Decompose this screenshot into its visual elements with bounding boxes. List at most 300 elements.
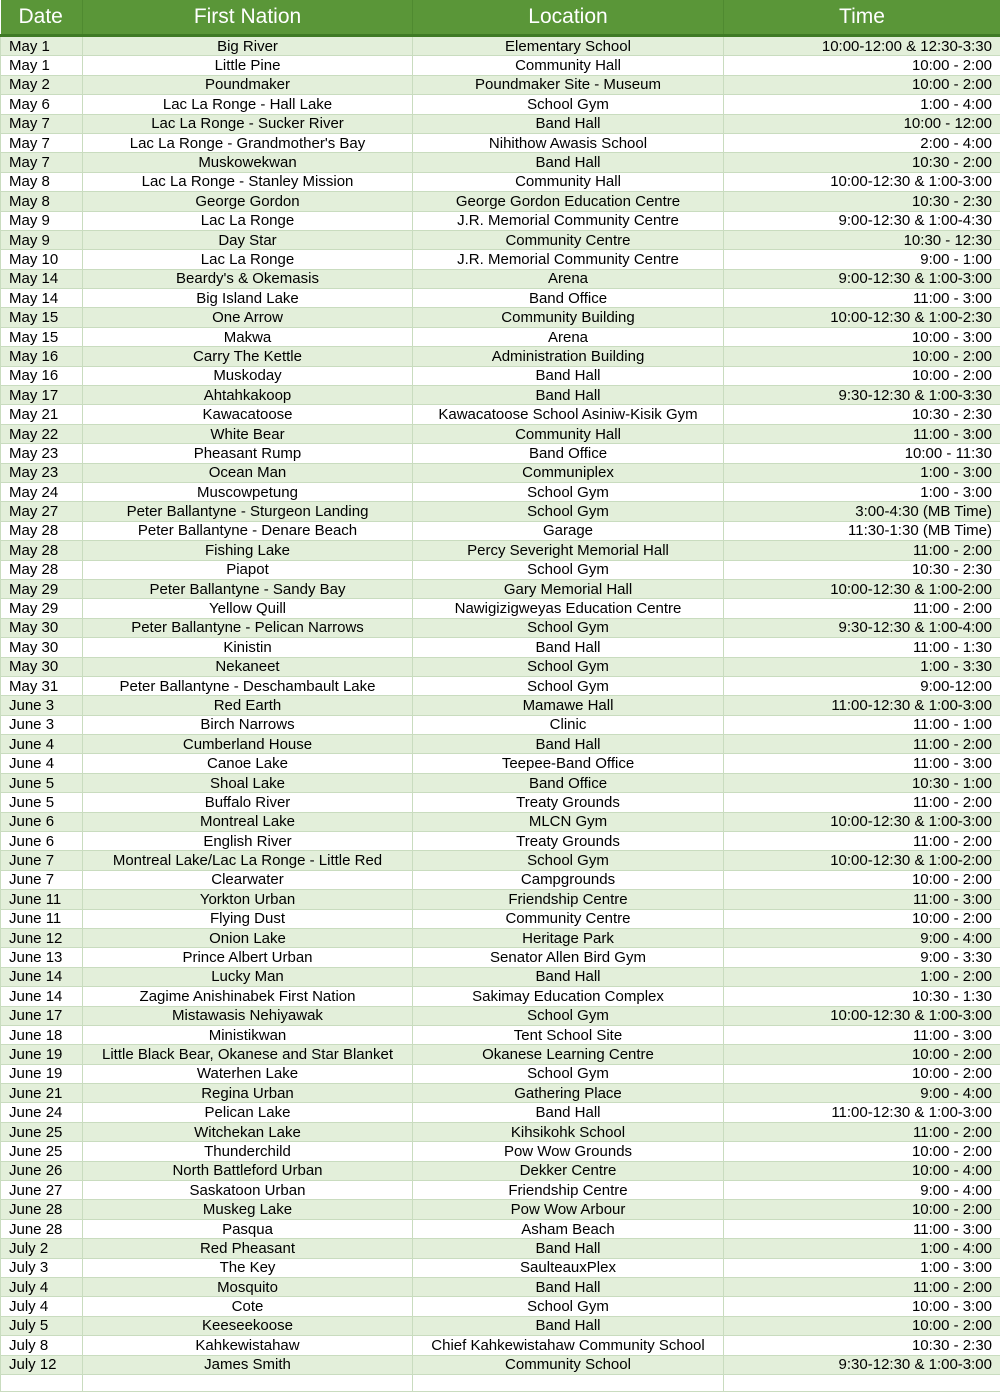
cell-location: Asham Beach (413, 1219, 724, 1238)
cell-time: 10:00-12:30 & 1:00-2:00 (724, 579, 1000, 598)
cell-date: May 23 (1, 444, 83, 463)
table-row (1, 1006, 1000, 1025)
table-row (1, 1316, 1000, 1335)
cell-location: Gathering Place (413, 1084, 724, 1103)
cell-date: May 9 (1, 211, 83, 230)
cell-time: 11:00-12:30 & 1:00-3:00 (724, 696, 1000, 715)
cell-first-nation: Beardy's & Okemasis (83, 269, 413, 288)
cell-location: Band Office (413, 289, 724, 308)
cell-first-nation: Zagime Anishinabek First Nation (83, 987, 413, 1006)
cell-time: 11:30-1:30 (MB Time) (724, 521, 1000, 540)
cell-date: July 12 (1, 1355, 83, 1374)
cell-first-nation: The Key (83, 1258, 413, 1277)
table-row (1, 172, 1000, 191)
cell-first-nation: Ministikwan (83, 1025, 413, 1044)
table-row (1, 812, 1000, 831)
cell-time: 10:00 - 2:00 (724, 1064, 1000, 1083)
cell-time: 11:00 - 1:00 (724, 715, 1000, 734)
cell-time: 10:30 - 2:30 (724, 192, 1000, 211)
cell-first-nation: George Gordon (83, 192, 413, 211)
cell-time: 9:00-12:30 & 1:00-3:00 (724, 269, 1000, 288)
cell-location: George Gordon Education Centre (413, 192, 724, 211)
cell-location: Community Hall (413, 56, 724, 75)
cell-time: 9:00-12:00 (724, 676, 1000, 695)
cell-date: June 13 (1, 948, 83, 967)
cell-location: Communiplex (413, 463, 724, 482)
cell-location: Gary Memorial Hall (413, 579, 724, 598)
cell-date: July 2 (1, 1239, 83, 1258)
table-row (1, 75, 1000, 94)
cell-location: Community Building (413, 308, 724, 327)
cell-location: Band Hall (413, 735, 724, 754)
cell-date: May 2 (1, 75, 83, 94)
cell-date: May 14 (1, 289, 83, 308)
cell-location: Band Hall (413, 638, 724, 657)
cell-location: School Gym (413, 95, 724, 114)
cell-first-nation: Peter Ballantyne - Sturgeon Landing (83, 502, 413, 521)
table-row (1, 211, 1000, 230)
table-row (1, 1045, 1000, 1064)
cell-date: May 7 (1, 114, 83, 133)
table-row (1, 502, 1000, 521)
cell-time: 11:00 - 2:00 (724, 1122, 1000, 1141)
cell-first-nation: Saskatoon Urban (83, 1181, 413, 1200)
table-row (1, 230, 1000, 249)
cell-first-nation: Nekaneet (83, 657, 413, 676)
cell-time: 10:00 - 2:00 (724, 909, 1000, 928)
cell-location: School Gym (413, 1064, 724, 1083)
cell-date: May 7 (1, 153, 83, 172)
cell-first-nation: Yellow Quill (83, 599, 413, 618)
cell-time: 9:00 - 4:00 (724, 928, 1000, 947)
cell-date: June 12 (1, 928, 83, 947)
cell-date: June 7 (1, 851, 83, 870)
table-row (1, 832, 1000, 851)
cell-first-nation: Lac La Ronge - Grandmother's Bay (83, 133, 413, 152)
cell-time: 11:00 - 3:00 (724, 754, 1000, 773)
cell-location: School Gym (413, 676, 724, 695)
cell-first-nation: Poundmaker (83, 75, 413, 94)
cell-location: School Gym (413, 1006, 724, 1025)
table-row (1, 1355, 1000, 1374)
cell-time: 10:00 - 2:00 (724, 870, 1000, 889)
cell-first-nation: Lac La Ronge - Sucker River (83, 114, 413, 133)
cell-date: May 7 (1, 133, 83, 152)
cell-date: May 24 (1, 482, 83, 501)
cell-date: June 6 (1, 832, 83, 851)
cell-first-nation: Cote (83, 1297, 413, 1316)
empty-cell (413, 1374, 724, 1391)
cell-date: May 9 (1, 230, 83, 249)
cell-location: Poundmaker Site - Museum (413, 75, 724, 94)
cell-date: May 21 (1, 405, 83, 424)
table-row (1, 1025, 1000, 1044)
cell-time: 10:30 - 2:30 (724, 560, 1000, 579)
cell-location: Band Hall (413, 114, 724, 133)
cell-time: 10:00 - 2:00 (724, 56, 1000, 75)
table-row (1, 638, 1000, 657)
cell-first-nation: Peter Ballantyne - Deschambault Lake (83, 676, 413, 695)
table-row (1, 192, 1000, 211)
table-row (1, 657, 1000, 676)
cell-location: Pow Wow Arbour (413, 1200, 724, 1219)
cell-first-nation: Cumberland House (83, 735, 413, 754)
cell-date: June 7 (1, 870, 83, 889)
cell-date: June 26 (1, 1161, 83, 1180)
table-row (1, 967, 1000, 986)
cell-first-nation: Lucky Man (83, 967, 413, 986)
table-row (1, 696, 1000, 715)
cell-first-nation: Pheasant Rump (83, 444, 413, 463)
cell-time: 1:00 - 2:00 (724, 967, 1000, 986)
cell-location: Chief Kahkewistahaw Community School (413, 1336, 724, 1355)
cell-date: May 8 (1, 192, 83, 211)
cell-date: June 24 (1, 1103, 83, 1122)
cell-location: Band Office (413, 773, 724, 792)
table-row (1, 579, 1000, 598)
cell-first-nation: Kawacatoose (83, 405, 413, 424)
cell-location: School Gym (413, 560, 724, 579)
header-location: Location (413, 0, 724, 36)
cell-time: 9:30-12:30 & 1:00-4:00 (724, 618, 1000, 637)
table-row (1, 987, 1000, 1006)
cell-date: May 15 (1, 327, 83, 346)
table-row (1, 1103, 1000, 1122)
table-row (1, 1122, 1000, 1141)
table-row (1, 269, 1000, 288)
table-row (1, 327, 1000, 346)
cell-time: 10:00 - 2:00 (724, 1316, 1000, 1335)
table-row (1, 890, 1000, 909)
cell-first-nation: Waterhen Lake (83, 1064, 413, 1083)
cell-first-nation: Buffalo River (83, 793, 413, 812)
cell-first-nation: Muskeg Lake (83, 1200, 413, 1219)
cell-time: 1:00 - 3:00 (724, 482, 1000, 501)
table-row (1, 1258, 1000, 1277)
table-row (1, 289, 1000, 308)
cell-first-nation: Fishing Lake (83, 541, 413, 560)
cell-location: Band Hall (413, 1278, 724, 1297)
cell-date: May 30 (1, 657, 83, 676)
cell-location: Arena (413, 327, 724, 346)
table-row (1, 250, 1000, 269)
cell-location: Band Hall (413, 153, 724, 172)
cell-first-nation: Onion Lake (83, 928, 413, 947)
table-row (1, 1200, 1000, 1219)
cell-location: Percy Severight Memorial Hall (413, 541, 724, 560)
cell-location: School Gym (413, 657, 724, 676)
cell-time: 9:00 - 3:30 (724, 948, 1000, 967)
cell-first-nation: Muscowpetung (83, 482, 413, 501)
cell-date: June 25 (1, 1122, 83, 1141)
cell-location: Band Office (413, 444, 724, 463)
cell-location: Administration Building (413, 347, 724, 366)
cell-date: June 14 (1, 967, 83, 986)
table-row (1, 1278, 1000, 1297)
table-row (1, 366, 1000, 385)
cell-date: May 1 (1, 56, 83, 75)
table-row (1, 928, 1000, 947)
cell-location: School Gym (413, 851, 724, 870)
cell-time: 9:00 - 4:00 (724, 1181, 1000, 1200)
cell-date: May 28 (1, 541, 83, 560)
table-header (1, 0, 1000, 36)
cell-location: Community Centre (413, 909, 724, 928)
cell-time: 10:00 - 2:00 (724, 347, 1000, 366)
cell-first-nation: Muskoday (83, 366, 413, 385)
table-body (1, 36, 1000, 1392)
table-row (1, 676, 1000, 695)
cell-first-nation: Day Star (83, 230, 413, 249)
empty-cell (1, 1374, 83, 1391)
cell-date: May 28 (1, 521, 83, 540)
header-date: Date (1, 0, 83, 36)
cell-time: 11:00 - 2:00 (724, 735, 1000, 754)
cell-time: 10:00-12:30 & 1:00-2:00 (724, 851, 1000, 870)
cell-first-nation: Pelican Lake (83, 1103, 413, 1122)
table-row-empty (1, 1374, 1000, 1391)
header-first-nation: First Nation (83, 0, 413, 36)
cell-first-nation: Makwa (83, 327, 413, 346)
cell-location: Band Hall (413, 967, 724, 986)
cell-time: 2:00 - 4:00 (724, 133, 1000, 152)
cell-first-nation: Little Pine (83, 56, 413, 75)
cell-time: 10:00 - 3:00 (724, 1297, 1000, 1316)
cell-date: May 30 (1, 618, 83, 637)
cell-date: June 28 (1, 1219, 83, 1238)
cell-first-nation: Ocean Man (83, 463, 413, 482)
table-row (1, 521, 1000, 540)
cell-location: Community School (413, 1355, 724, 1374)
table-row (1, 308, 1000, 327)
table-row (1, 1239, 1000, 1258)
cell-time: 11:00 - 2:00 (724, 599, 1000, 618)
cell-date: June 6 (1, 812, 83, 831)
table-row (1, 1084, 1000, 1103)
cell-location: Community Hall (413, 424, 724, 443)
table-row (1, 133, 1000, 152)
table-row (1, 948, 1000, 967)
cell-first-nation: One Arrow (83, 308, 413, 327)
cell-time: 1:00 - 4:00 (724, 95, 1000, 114)
cell-time: 10:00 - 11:30 (724, 444, 1000, 463)
table-row (1, 599, 1000, 618)
table-row (1, 444, 1000, 463)
cell-date: June 4 (1, 735, 83, 754)
table-row (1, 36, 1000, 56)
cell-first-nation: Shoal Lake (83, 773, 413, 792)
cell-date: June 3 (1, 696, 83, 715)
cell-location: Okanese Learning Centre (413, 1045, 724, 1064)
cell-location: J.R. Memorial Community Centre (413, 250, 724, 269)
cell-date: May 22 (1, 424, 83, 443)
cell-date: May 1 (1, 36, 83, 56)
cell-location: Pow Wow Grounds (413, 1142, 724, 1161)
cell-first-nation: Carry The Kettle (83, 347, 413, 366)
cell-time: 11:00 - 2:00 (724, 832, 1000, 851)
cell-time: 9:00 - 4:00 (724, 1084, 1000, 1103)
table-row (1, 909, 1000, 928)
cell-first-nation: Ahtahkakoop (83, 386, 413, 405)
cell-date: June 25 (1, 1142, 83, 1161)
cell-time: 11:00 - 3:00 (724, 424, 1000, 443)
table-row (1, 95, 1000, 114)
cell-first-nation: Big River (83, 36, 413, 56)
cell-first-nation: James Smith (83, 1355, 413, 1374)
cell-first-nation: Lac La Ronge (83, 211, 413, 230)
table-row (1, 735, 1000, 754)
cell-time: 10:30 - 2:30 (724, 405, 1000, 424)
cell-first-nation: Clearwater (83, 870, 413, 889)
cell-time: 10:00 - 4:00 (724, 1161, 1000, 1180)
cell-time: 10:30 - 2:00 (724, 153, 1000, 172)
cell-first-nation: Little Black Bear, Okanese and Star Blanket (83, 1045, 413, 1064)
cell-first-nation: Lac La Ronge (83, 250, 413, 269)
table-row (1, 56, 1000, 75)
cell-date: May 30 (1, 638, 83, 657)
table-row (1, 560, 1000, 579)
cell-first-nation: Keeseekoose (83, 1316, 413, 1335)
cell-time: 11:00-12:30 & 1:00-3:00 (724, 1103, 1000, 1122)
cell-first-nation: Kinistin (83, 638, 413, 657)
cell-first-nation: Canoe Lake (83, 754, 413, 773)
cell-date: May 6 (1, 95, 83, 114)
cell-time: 10:00-12:30 & 1:00-3:00 (724, 172, 1000, 191)
cell-date: June 21 (1, 1084, 83, 1103)
empty-cell (724, 1374, 1000, 1391)
cell-first-nation: Peter Ballantyne - Pelican Narrows (83, 618, 413, 637)
cell-location: Campgrounds (413, 870, 724, 889)
cell-date: May 16 (1, 347, 83, 366)
cell-first-nation: Lac La Ronge - Stanley Mission (83, 172, 413, 191)
cell-date: July 4 (1, 1278, 83, 1297)
cell-date: June 5 (1, 773, 83, 792)
table-row (1, 618, 1000, 637)
cell-location: School Gym (413, 1297, 724, 1316)
cell-date: May 16 (1, 366, 83, 385)
cell-location: Community Hall (413, 172, 724, 191)
cell-date: June 11 (1, 890, 83, 909)
cell-date: June 27 (1, 1181, 83, 1200)
cell-date: May 29 (1, 599, 83, 618)
cell-date: July 3 (1, 1258, 83, 1277)
cell-date: May 14 (1, 269, 83, 288)
table-row (1, 405, 1000, 424)
cell-first-nation: English River (83, 832, 413, 851)
cell-location: Treaty Grounds (413, 832, 724, 851)
cell-date: June 4 (1, 754, 83, 773)
cell-time: 10:30 - 1:30 (724, 987, 1000, 1006)
cell-location: Nawigizigweyas Education Centre (413, 599, 724, 618)
cell-time: 10:00 - 12:00 (724, 114, 1000, 133)
cell-time: 11:00 - 3:00 (724, 1219, 1000, 1238)
table-row (1, 773, 1000, 792)
cell-time: 11:00 - 2:00 (724, 1278, 1000, 1297)
cell-first-nation: Montreal Lake (83, 812, 413, 831)
cell-first-nation: Muskowekwan (83, 153, 413, 172)
header-time: Time (724, 0, 1000, 36)
cell-time: 9:30-12:30 & 1:00-3:30 (724, 386, 1000, 405)
table-row (1, 1161, 1000, 1180)
cell-first-nation: Piapot (83, 560, 413, 579)
cell-first-nation: Peter Ballantyne - Sandy Bay (83, 579, 413, 598)
cell-time: 10:00 - 2:00 (724, 1200, 1000, 1219)
table-row (1, 1142, 1000, 1161)
cell-location: Band Hall (413, 366, 724, 385)
cell-location: Community Centre (413, 230, 724, 249)
cell-first-nation: North Battleford Urban (83, 1161, 413, 1180)
cell-time: 10:00 - 2:00 (724, 366, 1000, 385)
cell-date: May 15 (1, 308, 83, 327)
table-row (1, 424, 1000, 443)
cell-first-nation: Red Earth (83, 696, 413, 715)
cell-date: June 19 (1, 1064, 83, 1083)
cell-first-nation: Big Island Lake (83, 289, 413, 308)
cell-date: July 5 (1, 1316, 83, 1335)
cell-first-nation: Prince Albert Urban (83, 948, 413, 967)
table-row (1, 1064, 1000, 1083)
table-row (1, 1181, 1000, 1200)
table-row (1, 715, 1000, 734)
cell-location: Nihithow Awasis School (413, 133, 724, 152)
cell-first-nation: White Bear (83, 424, 413, 443)
cell-location: Mamawe Hall (413, 696, 724, 715)
cell-date: June 3 (1, 715, 83, 734)
table-row (1, 347, 1000, 366)
cell-time: 10:00-12:00 & 12:30-3:30 (724, 36, 1000, 56)
cell-time: 11:00 - 3:00 (724, 1025, 1000, 1044)
cell-location: School Gym (413, 502, 724, 521)
cell-time: 1:00 - 3:30 (724, 657, 1000, 676)
table-row (1, 754, 1000, 773)
cell-location: Friendship Centre (413, 890, 724, 909)
cell-date: July 8 (1, 1336, 83, 1355)
table-row (1, 482, 1000, 501)
cell-date: July 4 (1, 1297, 83, 1316)
cell-time: 10:00 - 2:00 (724, 1045, 1000, 1064)
cell-time: 10:00-12:30 & 1:00-2:30 (724, 308, 1000, 327)
cell-first-nation: Yorkton Urban (83, 890, 413, 909)
table-row (1, 793, 1000, 812)
table-row (1, 386, 1000, 405)
cell-location: School Gym (413, 482, 724, 501)
cell-location: SaulteauxPlex (413, 1258, 724, 1277)
cell-date: May 29 (1, 579, 83, 598)
cell-first-nation: Mistawasis Nehiyawak (83, 1006, 413, 1025)
cell-time: 10:00 - 3:00 (724, 327, 1000, 346)
cell-time: 1:00 - 4:00 (724, 1239, 1000, 1258)
cell-location: Band Hall (413, 1239, 724, 1258)
cell-date: May 31 (1, 676, 83, 695)
cell-time: 11:00 - 1:30 (724, 638, 1000, 657)
table-row (1, 1219, 1000, 1238)
cell-date: June 18 (1, 1025, 83, 1044)
cell-date: May 23 (1, 463, 83, 482)
cell-location: Teepee-Band Office (413, 754, 724, 773)
cell-location: School Gym (413, 618, 724, 637)
cell-first-nation: Regina Urban (83, 1084, 413, 1103)
cell-location: Clinic (413, 715, 724, 734)
cell-first-nation: Thunderchild (83, 1142, 413, 1161)
cell-time: 9:00 - 1:00 (724, 250, 1000, 269)
cell-time: 9:30-12:30 & 1:00-3:00 (724, 1355, 1000, 1374)
cell-first-nation: Pasqua (83, 1219, 413, 1238)
cell-time: 9:00-12:30 & 1:00-4:30 (724, 211, 1000, 230)
cell-location: Band Hall (413, 1316, 724, 1335)
cell-location: Tent School Site (413, 1025, 724, 1044)
cell-date: June 5 (1, 793, 83, 812)
cell-time: 1:00 - 3:00 (724, 1258, 1000, 1277)
